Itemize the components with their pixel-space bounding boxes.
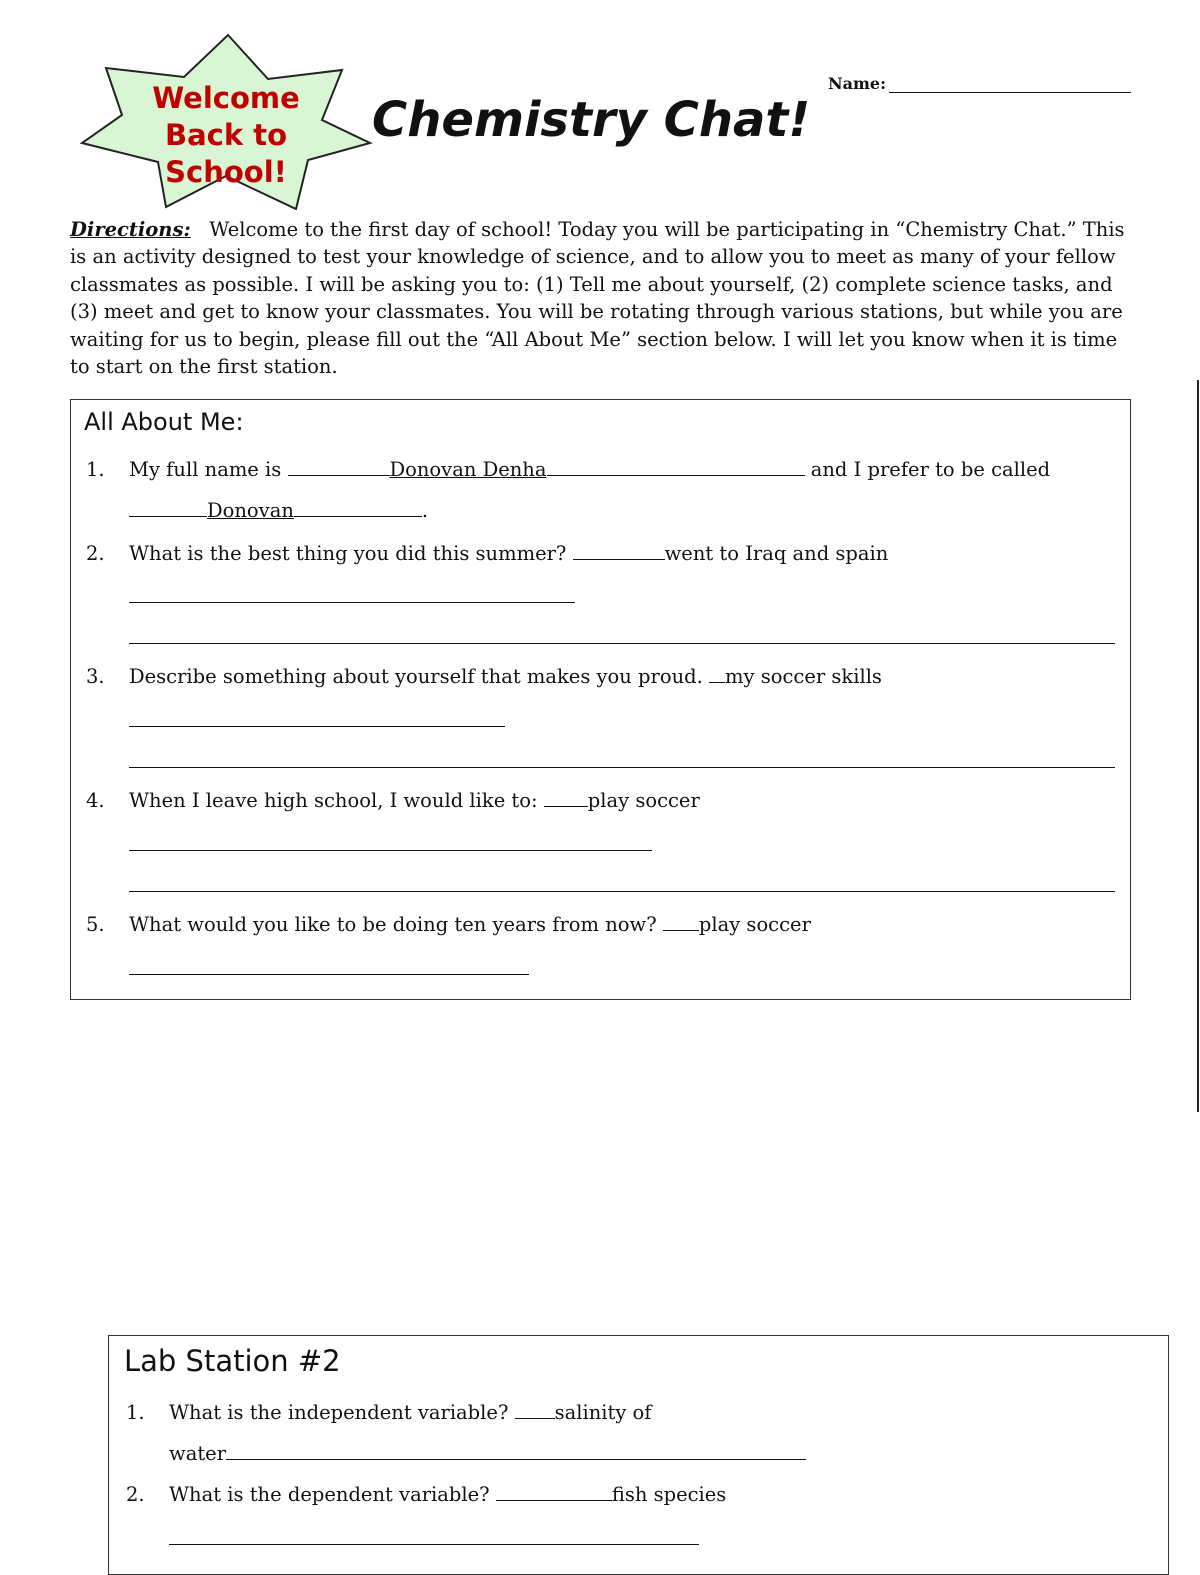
lab-q2-answer[interactable]: fish species [611, 1483, 727, 1506]
badge-line-2: Back to [164, 118, 288, 152]
lab-q1-answer-2[interactable]: water [169, 1442, 227, 1465]
lab-q1-question: What is the independent variable? [169, 1401, 509, 1424]
badge-line-3: School! [165, 155, 287, 189]
q3-answer[interactable]: my soccer skills [725, 665, 882, 688]
q1-number: 1. [86, 458, 105, 481]
q5-question: What would you like to be doing ten years from now? [129, 913, 657, 936]
lab-q1-answer-1[interactable]: salinity of [554, 1401, 652, 1424]
badge-text [76, 80, 376, 191]
q5-number: 5. [86, 913, 105, 936]
all-about-me-section [70, 399, 1131, 1000]
lab-q2-line [169, 1483, 726, 1506]
q4-answer-line-3[interactable] [129, 891, 1115, 892]
q1-answer-2[interactable]: Donovan [207, 499, 294, 522]
lab-q1-number: 1. [126, 1401, 145, 1424]
q1-prefix: My full name is [129, 458, 282, 481]
section-title: All About Me: [84, 408, 244, 436]
q2-answer-line-3[interactable] [129, 643, 1115, 644]
q2-answer[interactable]: went to Iraq and spain [664, 542, 889, 565]
page-edge-line [1197, 380, 1199, 1112]
directions-text: Welcome to the first day of school! Today you will be participating in “Chemistry Chat.” This is an activity designed to test your knowledge of science, and to allow you to meet as many of your fellow classmates as possible. I will be asking you to: (1) Tell me about yourself, (2) complete science tasks, and (3) meet and get to know your classmates. You will be rotating through various stations, but while you are waiting for us to begin, please fill out the “All About Me” section below. I will let you know when it is time to start on the first station. [70, 218, 1125, 379]
lab-q2-answer-line-2[interactable] [169, 1544, 699, 1545]
lab-q2-question: What is the dependent variable? [169, 1483, 490, 1506]
q2-question: What is the best thing you did this summer? [129, 542, 567, 565]
q3-number: 3. [86, 665, 105, 688]
q1-line-2 [129, 499, 428, 522]
q4-answer-line-2[interactable] [129, 850, 652, 851]
q3-line [129, 665, 882, 688]
q3-answer-line-3[interactable] [129, 767, 1115, 768]
directions-paragraph [70, 216, 1132, 380]
lab-q1-line-2 [169, 1442, 806, 1465]
directions-label: Directions: [70, 218, 191, 241]
q2-number: 2. [86, 542, 105, 565]
q2-answer-line-2[interactable] [129, 602, 575, 603]
q4-number: 4. [86, 789, 105, 812]
lab-q1-line [169, 1401, 652, 1424]
q4-answer[interactable]: play soccer [587, 789, 700, 812]
lab-q2-number: 2. [126, 1483, 145, 1506]
page-title: Chemistry Chat! [372, 92, 811, 148]
q3-answer-line-2[interactable] [129, 726, 505, 727]
name-field[interactable] [889, 92, 1131, 93]
badge-line-1: Welcome [152, 81, 300, 115]
welcome-badge [76, 32, 376, 210]
q5-line [129, 913, 811, 936]
q5-answer-line-2[interactable] [129, 974, 529, 975]
q1-middle: and I prefer to be called [810, 458, 1051, 481]
q4-question: When I leave high school, I would like to: [129, 789, 538, 812]
q1-end: . [421, 499, 429, 522]
q1-answer[interactable]: Donovan Denha [389, 458, 547, 481]
q5-answer[interactable]: play soccer [698, 913, 811, 936]
q2-line [129, 542, 888, 565]
lab-station-title: Lab Station #2 [124, 1344, 341, 1378]
q4-line [129, 789, 700, 812]
lab-station-section [108, 1335, 1169, 1575]
name-label: Name: [828, 74, 887, 93]
q1-line-1 [129, 458, 1050, 481]
q3-question: Describe something about yourself that makes you proud. [129, 665, 703, 688]
